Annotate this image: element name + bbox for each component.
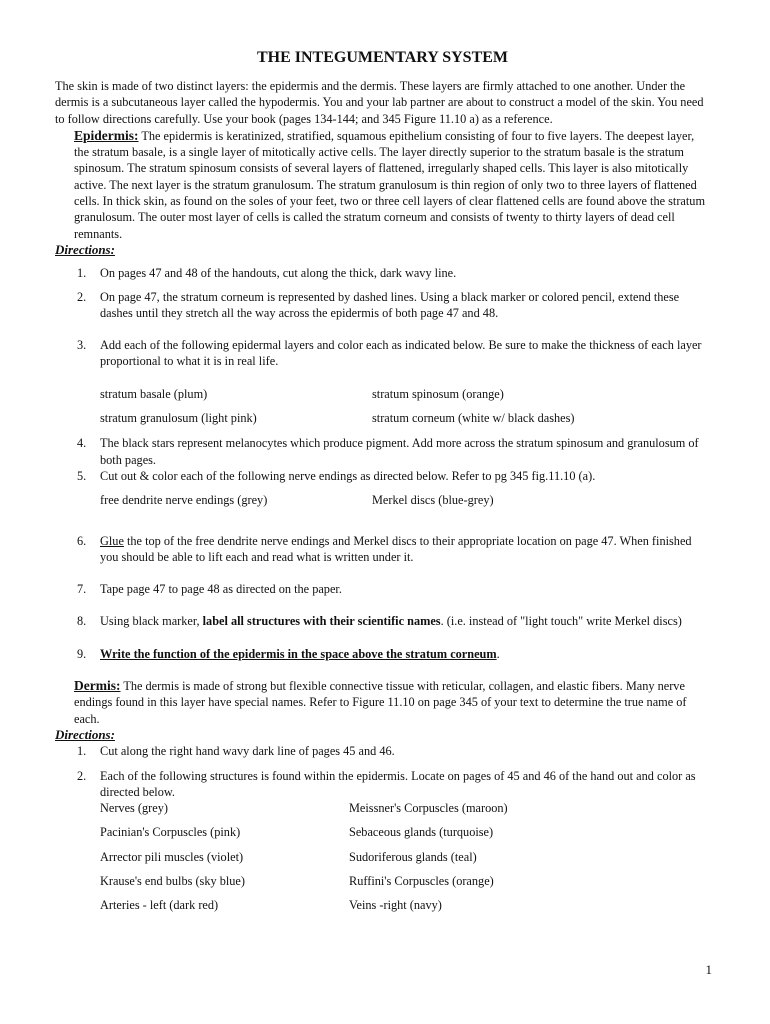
document-page — [55, 48, 710, 914]
epidermis-step-8: 8. Using black marker, label all structures with their scientific names. (i.e. instead of "light touch" write Merkel discs) — [77, 614, 682, 629]
epidermis-paragraph — [55, 128, 710, 242]
page-title: THE INTEGUMENTARY SYSTEM — [256, 49, 509, 66]
dermis-heading: Dermis: — [74, 678, 121, 694]
epidermis-step-6: 6. Glue the top of the free dendrite nerve endings and Merkel discs to their appropriate location on page 47. When finished you should be able to lift each and read what is written under it. — [77, 533, 692, 564]
dermis-step-1: 1. Cut along the right hand wavy dark line of pages 45 and 46. — [77, 744, 395, 759]
structure-row: Arteries - left (dark red) Veins -right (navy) — [100, 898, 442, 913]
nerve-endings-row: free dendrite nerve endings (grey) Merkel discs (blue-grey) — [100, 493, 494, 508]
epidermis-step-1: 1. On pages 47 and 48 of the handouts, cut along the thick, dark wavy line. — [77, 266, 457, 281]
structure-row: Arrector pili muscles (violet) Sudoriferous glands (teal) — [100, 849, 477, 864]
epidermis-step-3: 3. Add each of the following epidermal layers and color each as indicated below. Be sure to make the thickness of each layer proportional to what it is in real life. — [77, 338, 702, 369]
dermis-directions-heading: Directions: — [55, 726, 115, 742]
intro-paragraph: The skin is made of two distinct layers: the epidermis and the dermis. These layers are firmly attached to one another. Under the dermis is a subcutaneous layer called the hypodermis. You and your lab partner are about to construct a model of the skin. You need to follow directions carefully. Use your book (pages 134-144; and 345 Figure 11.10 a) as a reference. — [55, 79, 704, 126]
structure-row: Pacinian's Corpuscles (pink) Sebaceous glands (turquoise) — [100, 825, 494, 840]
epidermis-heading: Epidermis: — [74, 127, 139, 143]
structure-row: Nerves (grey) Meissner's Corpuscles (maroon) — [100, 801, 508, 816]
epidermis-step-5: 5. Cut out & color each of the following nerve endings as directed below. Refer to pg 345 fig.11.10 (a). — [77, 468, 596, 483]
dermis-paragraph — [55, 678, 710, 727]
epidermis-directions-heading: Directions: — [55, 241, 115, 257]
dermis-text: The dermis is made of strong but flexible connective tissue with reticular, collagen, and elastic fibers. Many nerve endings found in this layer have special names. Refer to Figure 11.10 on page 345 of your text to determine the true name of each. — [74, 679, 687, 726]
page-number: 1 — [705, 962, 712, 977]
epidermis-step-2: 2. On page 47, the stratum corneum is represented by dashed lines. Using a black marker or colored pencil, extend these dashes until they stretch all the way across the epidermis of both page 47 and 48. — [77, 289, 680, 320]
epidermis-text: The epidermis is keratinized, stratified, squamous epithelium consisting of four to five layers. The deepest layer, the stratum basale, is a single layer of mitotically active cells. The layer directly superior to the stratum basale is the stratum spinosum. The stratum spinosum consists of several layers of flattened, irregularly shaped cells. This layer is also mitotically active. The next layer is the stratum granulosum. The stratum granulosum is thin region of only two to three layers of flattened cells. In thick skin, as found on the soles of your feet, two or three cell layers of clear flattened cells are found above the stratum granulosum. The outer most layer of cells is called the stratum corneum and consists of twenty to thirty layers of dead cell remnants. — [74, 128, 706, 241]
epidermis-step-7: 7. Tape page 47 to page 48 as directed on the paper. — [77, 582, 342, 597]
epidermis-step-4: 4. The black stars represent melanocytes which produce pigment. Add more across the stratum spinosum and granulosum of both pages. — [77, 436, 699, 467]
epidermis-step-9: 9. Write the function of the epidermis in the space above the stratum corneum. — [77, 646, 500, 661]
structure-row: Krause's end bulbs (sky blue) Ruffini's Corpuscles (orange) — [100, 873, 494, 888]
layer-row: stratum basale (plum) stratum spinosum (orange) — [100, 386, 504, 401]
layer-row: stratum granulosum (light pink) stratum corneum (white w/ black dashes) — [100, 411, 575, 426]
dermis-step-2: 2. Each of the following structures is found within the epidermis. Locate on pages of 45 and 46 of the hand out and color as directed below. — [77, 768, 696, 799]
